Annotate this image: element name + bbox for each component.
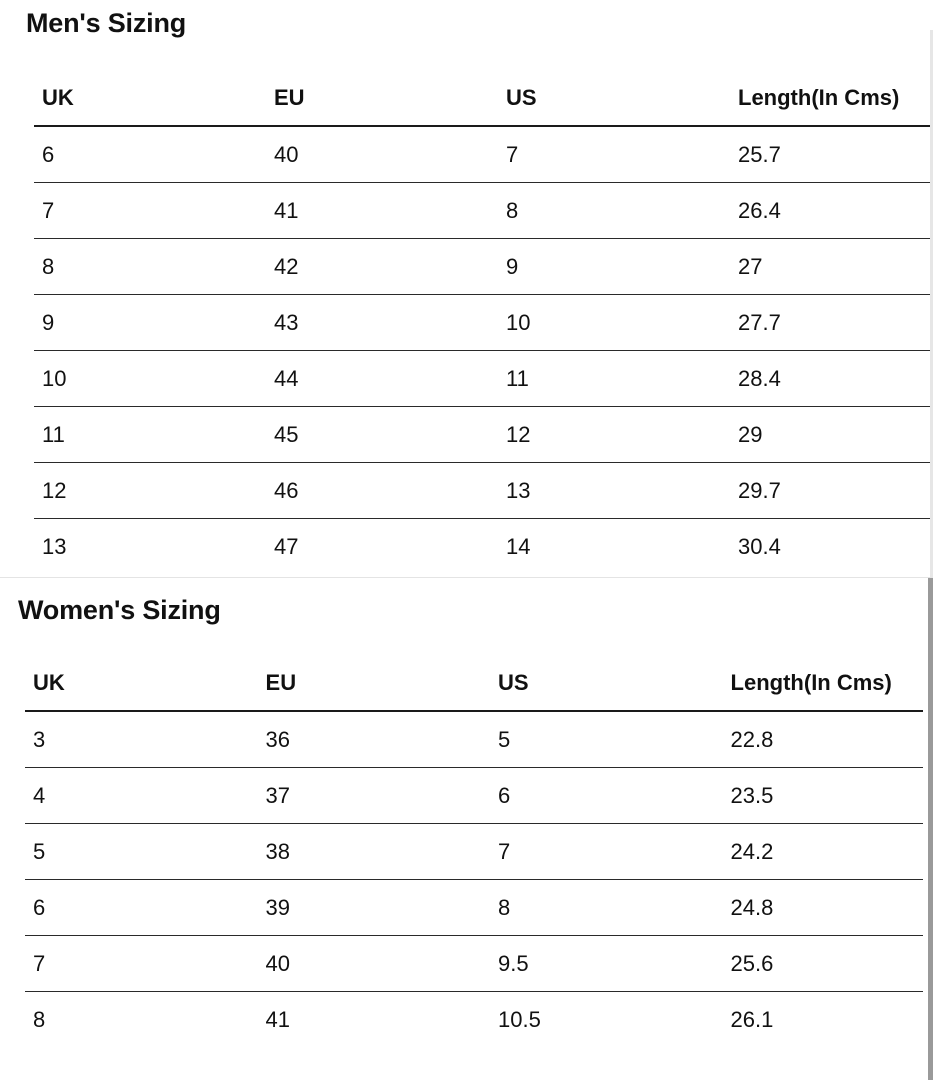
cell-length: 23.5 — [723, 768, 923, 824]
cell-length: 25.6 — [723, 936, 923, 992]
cell-eu: 40 — [258, 936, 491, 992]
cell-length: 29 — [730, 407, 930, 463]
header-length: Length(In Cms) — [730, 70, 930, 126]
cell-eu: 44 — [266, 351, 498, 407]
cell-eu: 43 — [266, 295, 498, 351]
cell-uk: 5 — [25, 824, 258, 880]
womens-sizing-section — [0, 577, 933, 1080]
cell-us: 14 — [506, 533, 531, 559]
table-row — [34, 183, 930, 239]
womens-sizing-title: Women's Sizing — [18, 595, 221, 625]
cell-us: 7 — [498, 126, 730, 183]
cell-eu: 47 — [274, 533, 299, 559]
cell-us: 10 — [498, 295, 730, 351]
table-row — [34, 519, 930, 575]
cell-uk: 8 — [33, 1006, 46, 1032]
header-uk: UK — [25, 655, 258, 711]
table-row — [34, 407, 930, 463]
cell-us: 11 — [498, 351, 730, 407]
cell-length: 24.8 — [723, 880, 923, 936]
cell-length: 22.8 — [723, 711, 923, 768]
cell-length: 24.2 — [723, 824, 923, 880]
table-row — [34, 295, 930, 351]
table-row — [34, 239, 930, 295]
cell-eu: 41 — [266, 183, 498, 239]
cell-eu: 45 — [266, 407, 498, 463]
cell-eu: 40 — [266, 126, 498, 183]
cell-us: 9 — [498, 239, 730, 295]
cell-uk: 3 — [25, 711, 258, 768]
cell-uk: 13 — [42, 533, 67, 559]
table-row — [34, 463, 930, 519]
cell-uk: 12 — [34, 463, 266, 519]
cell-length: 26.1 — [730, 1006, 774, 1032]
cell-length: 27.7 — [730, 295, 930, 351]
cell-us: 5 — [490, 711, 723, 768]
cell-us: 9.5 — [490, 936, 723, 992]
cell-eu: 39 — [258, 880, 491, 936]
table-row — [34, 126, 930, 183]
womens-size-table — [25, 655, 923, 1047]
cell-uk: 11 — [34, 407, 266, 463]
cell-eu: 41 — [265, 1006, 290, 1032]
cell-us: 12 — [498, 407, 730, 463]
table-header-row — [25, 655, 923, 711]
cell-us: 10.5 — [498, 1006, 541, 1032]
table-row — [34, 351, 930, 407]
cell-length: 30.4 — [738, 533, 781, 559]
header-eu: EU — [266, 70, 498, 126]
header-us: US — [490, 655, 723, 711]
page-edge-divider — [928, 578, 933, 1080]
cell-uk: 7 — [34, 183, 266, 239]
cell-length: 29.7 — [730, 463, 930, 519]
cell-eu: 37 — [258, 768, 491, 824]
cell-uk: 7 — [25, 936, 258, 992]
table-row — [25, 880, 923, 936]
cell-eu: 38 — [258, 824, 491, 880]
table-row — [25, 824, 923, 880]
cell-length: 26.4 — [730, 183, 930, 239]
table-row — [25, 768, 923, 824]
cell-length: 27 — [730, 239, 930, 295]
mens-sizing-title: Men's Sizing — [26, 8, 187, 38]
cell-uk: 9 — [34, 295, 266, 351]
cell-length: 28.4 — [730, 351, 930, 407]
cell-uk: 6 — [25, 880, 258, 936]
table-row — [25, 936, 923, 992]
header-uk: UK — [34, 70, 266, 126]
cell-us: 13 — [498, 463, 730, 519]
cell-eu: 46 — [266, 463, 498, 519]
cell-uk: 8 — [34, 239, 266, 295]
cell-eu: 42 — [266, 239, 498, 295]
cell-uk: 10 — [34, 351, 266, 407]
header-length: Length(In Cms) — [723, 655, 923, 711]
cell-uk: 6 — [34, 126, 266, 183]
cell-length: 25.7 — [730, 126, 930, 183]
cell-us: 7 — [490, 824, 723, 880]
cell-us: 8 — [498, 183, 730, 239]
header-us: US — [498, 70, 730, 126]
table-row — [25, 992, 923, 1048]
mens-size-table — [34, 70, 930, 574]
cell-us: 6 — [490, 768, 723, 824]
table-header-row — [34, 70, 930, 126]
cell-eu: 36 — [258, 711, 491, 768]
cell-uk: 4 — [25, 768, 258, 824]
header-eu: EU — [258, 655, 491, 711]
cell-us: 8 — [490, 880, 723, 936]
table-row — [25, 711, 923, 768]
